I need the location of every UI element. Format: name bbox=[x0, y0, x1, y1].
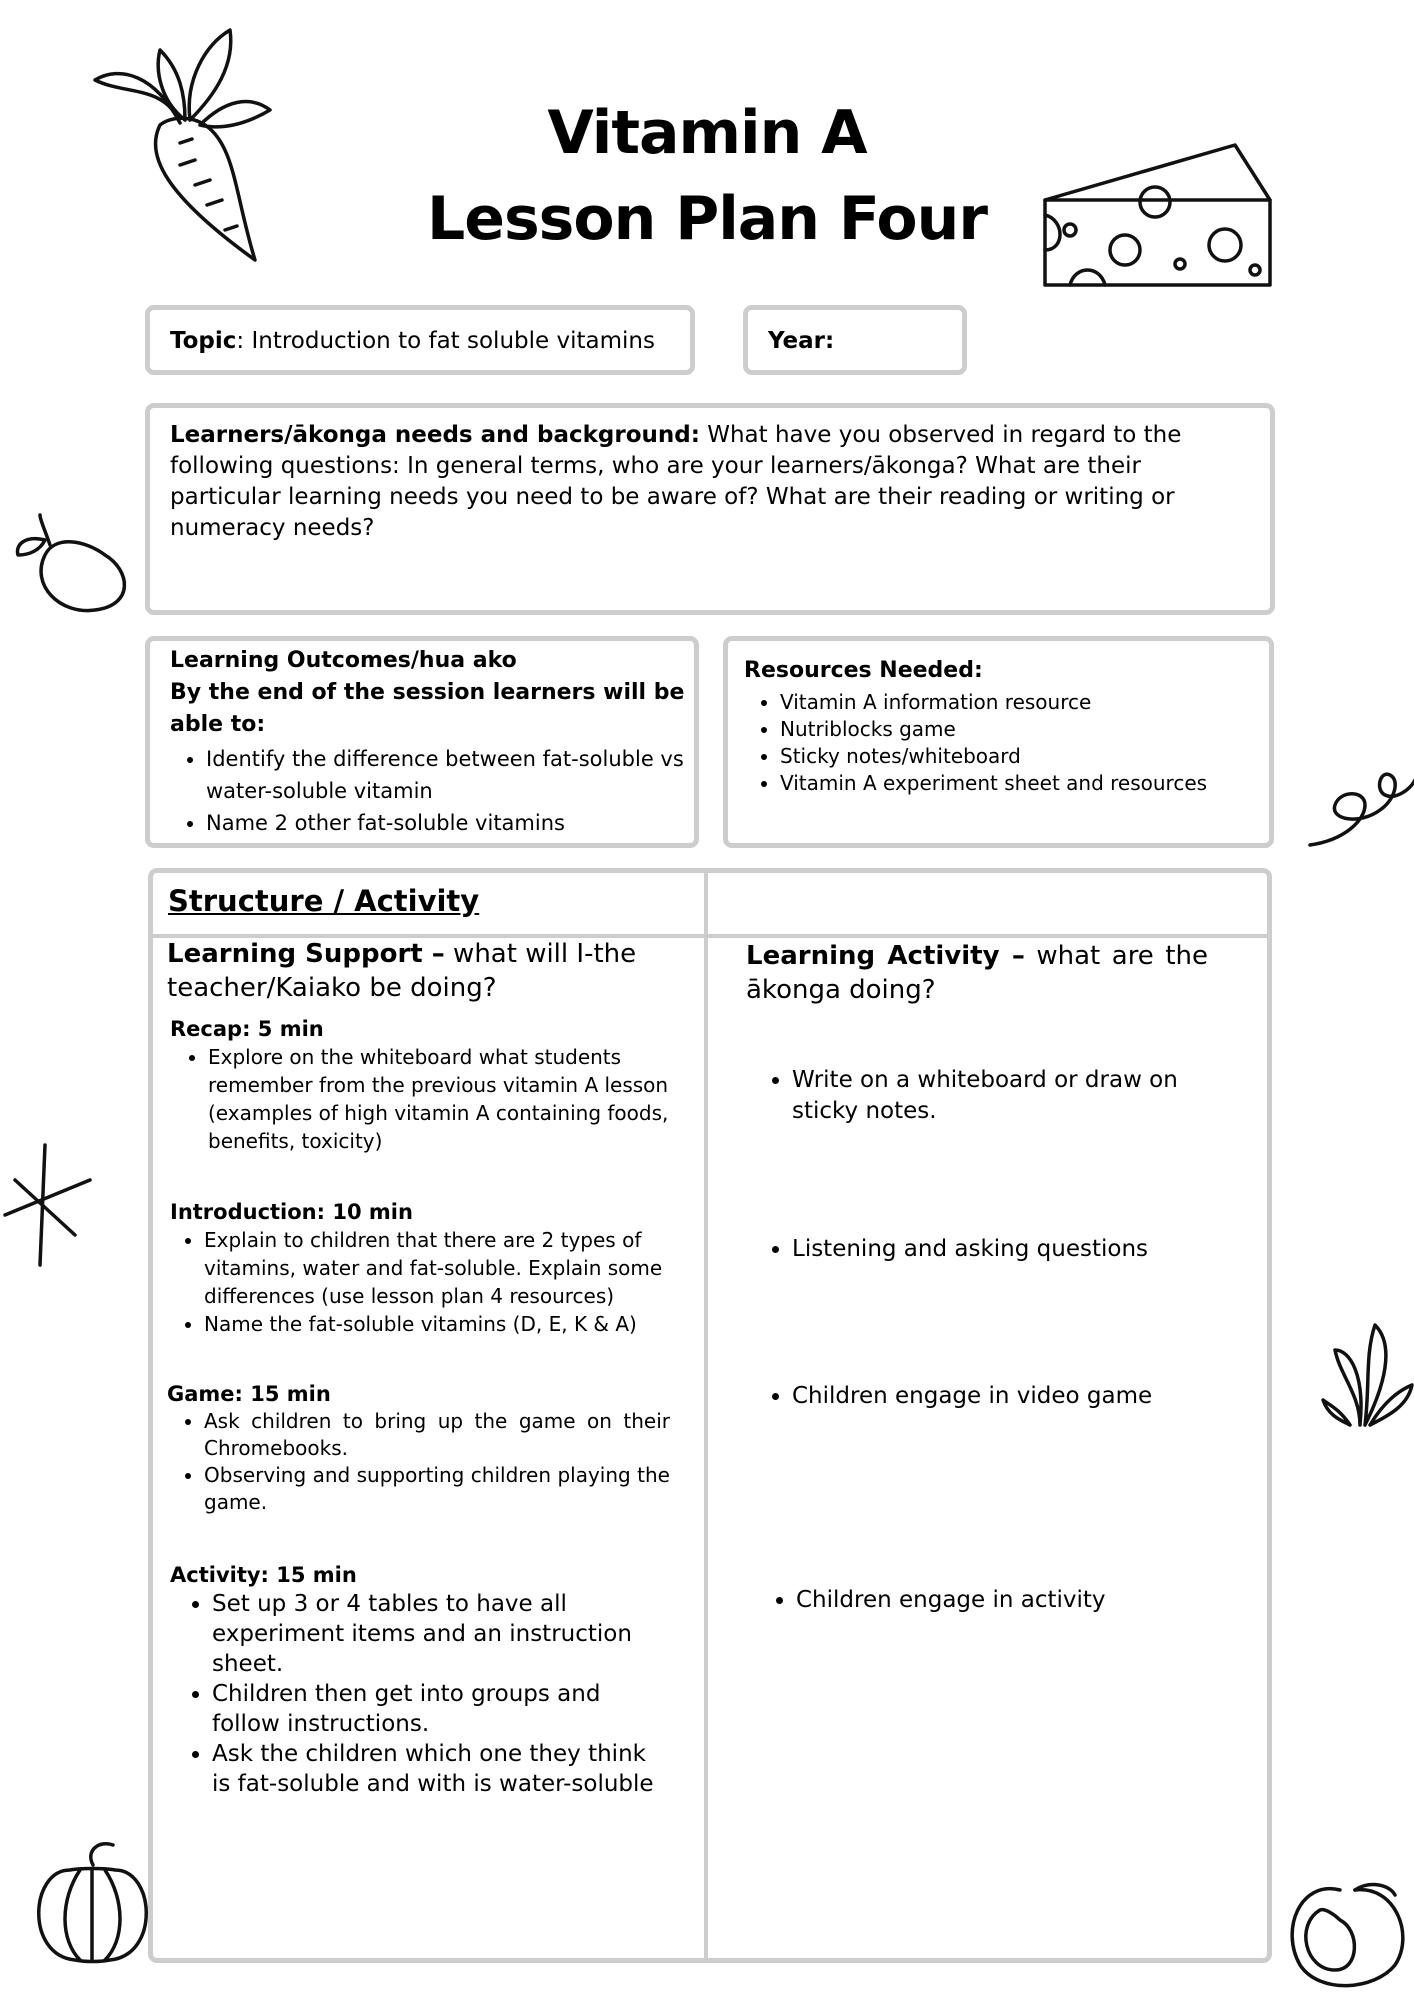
year-label: Year: bbox=[768, 328, 835, 354]
section-heading: Game: 15 min bbox=[167, 1382, 331, 1406]
pumpkin-icon bbox=[25, 1840, 160, 1965]
resources-list bbox=[744, 689, 1259, 797]
list-item: • Name the fat-soluble vitamins (D, E, K & A) bbox=[204, 1310, 670, 1338]
list-item: • Listening and asking questions bbox=[792, 1234, 1232, 1265]
spinach-icon bbox=[1320, 1315, 1414, 1430]
section-introduction bbox=[170, 1198, 670, 1338]
outcomes-list bbox=[170, 743, 686, 839]
learners-box bbox=[145, 403, 1275, 615]
list-item: • Ask children to bring up the game on their Chromebooks. bbox=[204, 1408, 670, 1462]
outcomes-box bbox=[145, 636, 699, 848]
list-item: • Name 2 other fat-soluble vitamins bbox=[206, 807, 686, 839]
list-item: • Sticky notes/whiteboard bbox=[780, 743, 1259, 770]
activity-game bbox=[756, 1381, 1232, 1412]
title-line-1: Vitamin A bbox=[547, 98, 867, 168]
list-item: • Identify the difference between fat-soluble vs water-soluble vitamin bbox=[206, 743, 686, 807]
swirl-icon bbox=[1305, 750, 1414, 860]
support-label: Learning Support – bbox=[167, 939, 445, 969]
section-heading: Activity: 15 min bbox=[170, 1563, 357, 1587]
year-box bbox=[743, 305, 967, 375]
topic-label: Topic bbox=[170, 328, 237, 354]
resources-heading: Resources Needed: bbox=[744, 658, 983, 683]
list-item: • Children engage in video game bbox=[792, 1381, 1232, 1412]
activity-label: Learning Activity – bbox=[746, 941, 1025, 971]
activity-header bbox=[746, 939, 1208, 1007]
section-game bbox=[167, 1380, 670, 1516]
list-item: • Children engage in activity bbox=[796, 1585, 1236, 1616]
cheese-icon bbox=[1040, 140, 1275, 290]
list-item: • Nutriblocks game bbox=[780, 716, 1259, 743]
activity-recap bbox=[756, 1065, 1232, 1127]
support-text: what will I-the teacher/Kaiako be doing? bbox=[167, 939, 637, 1003]
section-heading: Recap: 5 min bbox=[170, 1017, 324, 1041]
list-item: • Set up 3 or 4 tables to have all experiment items and an instruction sheet. bbox=[212, 1589, 670, 1679]
activity-text: what are the ākonga doing? bbox=[746, 941, 1208, 1005]
list-item: • Ask the children which one they think is fat-soluble and with is water-soluble bbox=[212, 1739, 670, 1799]
list-item: • Vitamin A experiment sheet and resources bbox=[780, 770, 1259, 797]
topic-box bbox=[145, 305, 695, 375]
section-activity bbox=[170, 1561, 670, 1799]
outcomes-subheading: By the end of the session learners will be able to: bbox=[170, 680, 685, 737]
list-item: • Vitamin A information resource bbox=[780, 689, 1259, 716]
list-item: • Observing and supporting children playing the game. bbox=[204, 1462, 670, 1516]
section-heading: Introduction: 10 min bbox=[170, 1200, 413, 1224]
title-line-2: Lesson Plan Four bbox=[427, 184, 987, 254]
structure-heading: Structure / Activity bbox=[168, 884, 480, 918]
learners-label: Learners/ākonga needs and background: bbox=[170, 422, 700, 448]
mango-icon bbox=[10, 510, 135, 620]
list-item: • Write on a whiteboard or draw on sticky notes. bbox=[792, 1065, 1232, 1127]
section-recap bbox=[170, 1015, 670, 1155]
list-item: • Explain to children that there are 2 types of vitamins, water and fat-soluble. Explain some differences (use lesson plan 4 resources) bbox=[204, 1226, 670, 1310]
column-divider bbox=[704, 872, 708, 1960]
learners-text: What have you observed in regard to the following questions: In general terms, who are your learners/ākonga? What are their particular learning needs you need to be aware of? What are their reading or writing or numeracy needs? bbox=[170, 422, 1182, 541]
activity-activity bbox=[760, 1585, 1236, 1616]
support-header bbox=[167, 937, 667, 1005]
list-item: • Children then get into groups and follow instructions. bbox=[212, 1679, 670, 1739]
outcomes-heading: Learning Outcomes/hua ako bbox=[170, 648, 517, 673]
peach-icon bbox=[1280, 1870, 1410, 1990]
activity-introduction bbox=[756, 1234, 1232, 1265]
carrot-icon bbox=[85, 25, 265, 265]
list-item: • Explore on the whiteboard what students remember from the previous vitamin A lesson (examples of high vitamin A containing foods, benefits, toxicity) bbox=[208, 1043, 670, 1155]
star-icon bbox=[0, 1140, 100, 1270]
topic-value: : Introduction to fat soluble vitamins bbox=[236, 328, 655, 354]
resources-box bbox=[723, 636, 1274, 848]
